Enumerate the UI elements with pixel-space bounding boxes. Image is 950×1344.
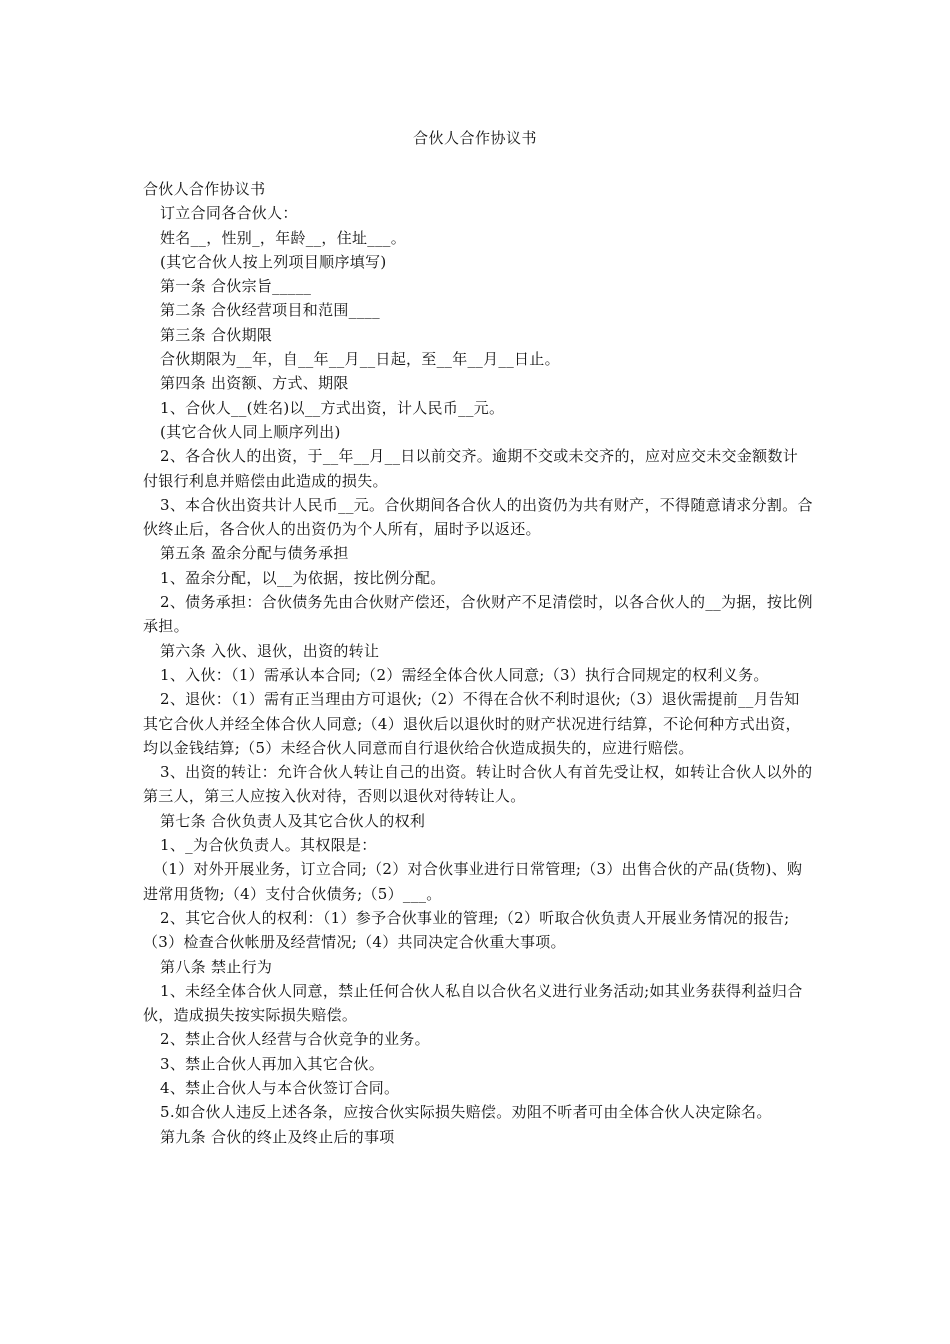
article-heading: 第七条 合伙负责人及其它合伙人的权利: [160, 811, 426, 830]
paragraph: 3、本合伙出资共计人民币__元。合伙期间各合伙人的出资仍为共有财产，不得随意请求分割。合伙终止后，各合伙人的出资仍为个人所有，届时予以返还。: [143, 495, 813, 539]
paragraph: (其它合伙人按上列项目顺序填写): [160, 252, 387, 271]
paragraph: (其它合伙人同上顺序列出): [160, 422, 341, 441]
paragraph: 1、未经全体合伙人同意，禁止任何合伙人私自以合伙名义进行业务活动;如其业务获得利益归合伙，造成损失按实际损失赔偿。: [143, 981, 803, 1025]
article-heading: 第八条 禁止行为: [160, 957, 273, 976]
paragraph: 1、合伙人__(姓名)以__方式出资，计人民币__元。: [160, 398, 505, 417]
article-heading: 第二条 合伙经营项目和范围____: [160, 301, 380, 320]
paragraph: 4、禁止合伙人与本合伙签订合同。: [160, 1078, 400, 1097]
paragraph: 2、禁止合伙人经营与合伙竞争的业务。: [160, 1030, 430, 1049]
paragraph: 3、禁止合伙人再加入其它合伙。: [160, 1054, 385, 1073]
paragraph-heading: 合伙人合作协议书: [143, 180, 266, 198]
paragraph: 1、入伙：（1）需承认本合同;（2）需经全体合伙人同意;（3）执行合同规定的权利义务。: [160, 665, 769, 684]
document-body: [143, 177, 813, 1149]
paragraph: 2、退伙：（1）需有正当理由方可退伙;（2）不得在合伙不利时退伙;（3）退伙需提前__月告知其它合伙人并经全体合伙人同意;（4）退伙后以退伙时的财产状况进行结算，不论何种方式出资，均以金钱结算;（5）未经合伙人同意而自行退伙给合伙造成损失的，应进行赔偿。: [143, 690, 801, 757]
paragraph: 姓名__，性别_，年龄__，住址___。: [160, 228, 407, 247]
article-heading: 第九条 合伙的终止及终止后的事项: [160, 1127, 395, 1146]
article-heading: 第五条 盈余分配与债务承担: [160, 544, 349, 563]
document-title: 合伙人合作协议书: [412, 129, 537, 147]
paragraph: 5.如合伙人违反上述各条，应按合伙实际损失赔偿。劝阻不听者可由全体合伙人决定除名。: [160, 1103, 772, 1122]
article-heading: 第四条 出资额、方式、期限: [160, 374, 349, 393]
paragraph: 订立合同各合伙人：: [160, 204, 298, 223]
paragraph: 2、债务承担：合伙债务先由合伙财产偿还，合伙财产不足清偿时，以各合伙人的__为据，按比例承担。: [143, 593, 813, 636]
article-heading: 第一条 合伙宗旨_____: [160, 277, 312, 296]
article-heading: 第六条 入伙、退伙，出资的转让: [160, 641, 380, 660]
article-heading: 第三条 合伙期限: [160, 325, 273, 344]
paragraph: 合伙期限为__年，自__年__月__日起，至__年__月__日止。: [160, 350, 560, 369]
paragraph: 3、出资的转让：允许合伙人转让自己的出资。转让时合伙人有首先受让权，如转让合伙人以外的第三人，第三人应按入伙对待，否则以退伙对待转让人。: [143, 763, 813, 806]
paragraph: 1、_为合伙负责人。其权限是：: [160, 836, 377, 855]
paragraph: 2、各合伙人的出资，于__年__月__日以前交齐。逾期不交或未交齐的，应对应交未交金额数计付银行利息并赔偿由此造成的损失。: [143, 447, 799, 490]
paragraph: 2、其它合伙人的权利：（1）参予合伙事业的管理;（2）听取合伙负责人开展业务情况的报告;（3）检查合伙帐册及经营情况;（4）共同决定合伙重大事项。: [143, 908, 790, 952]
paragraph: （1）对外开展业务，订立合同;（2）对合伙事业进行日常管理;（3）出售合伙的产品(货物)、购进常用货物;（4）支付合伙债务;（5）___。: [143, 860, 803, 903]
paragraph: 1、盈余分配，以__为依据，按比例分配。: [160, 568, 446, 587]
